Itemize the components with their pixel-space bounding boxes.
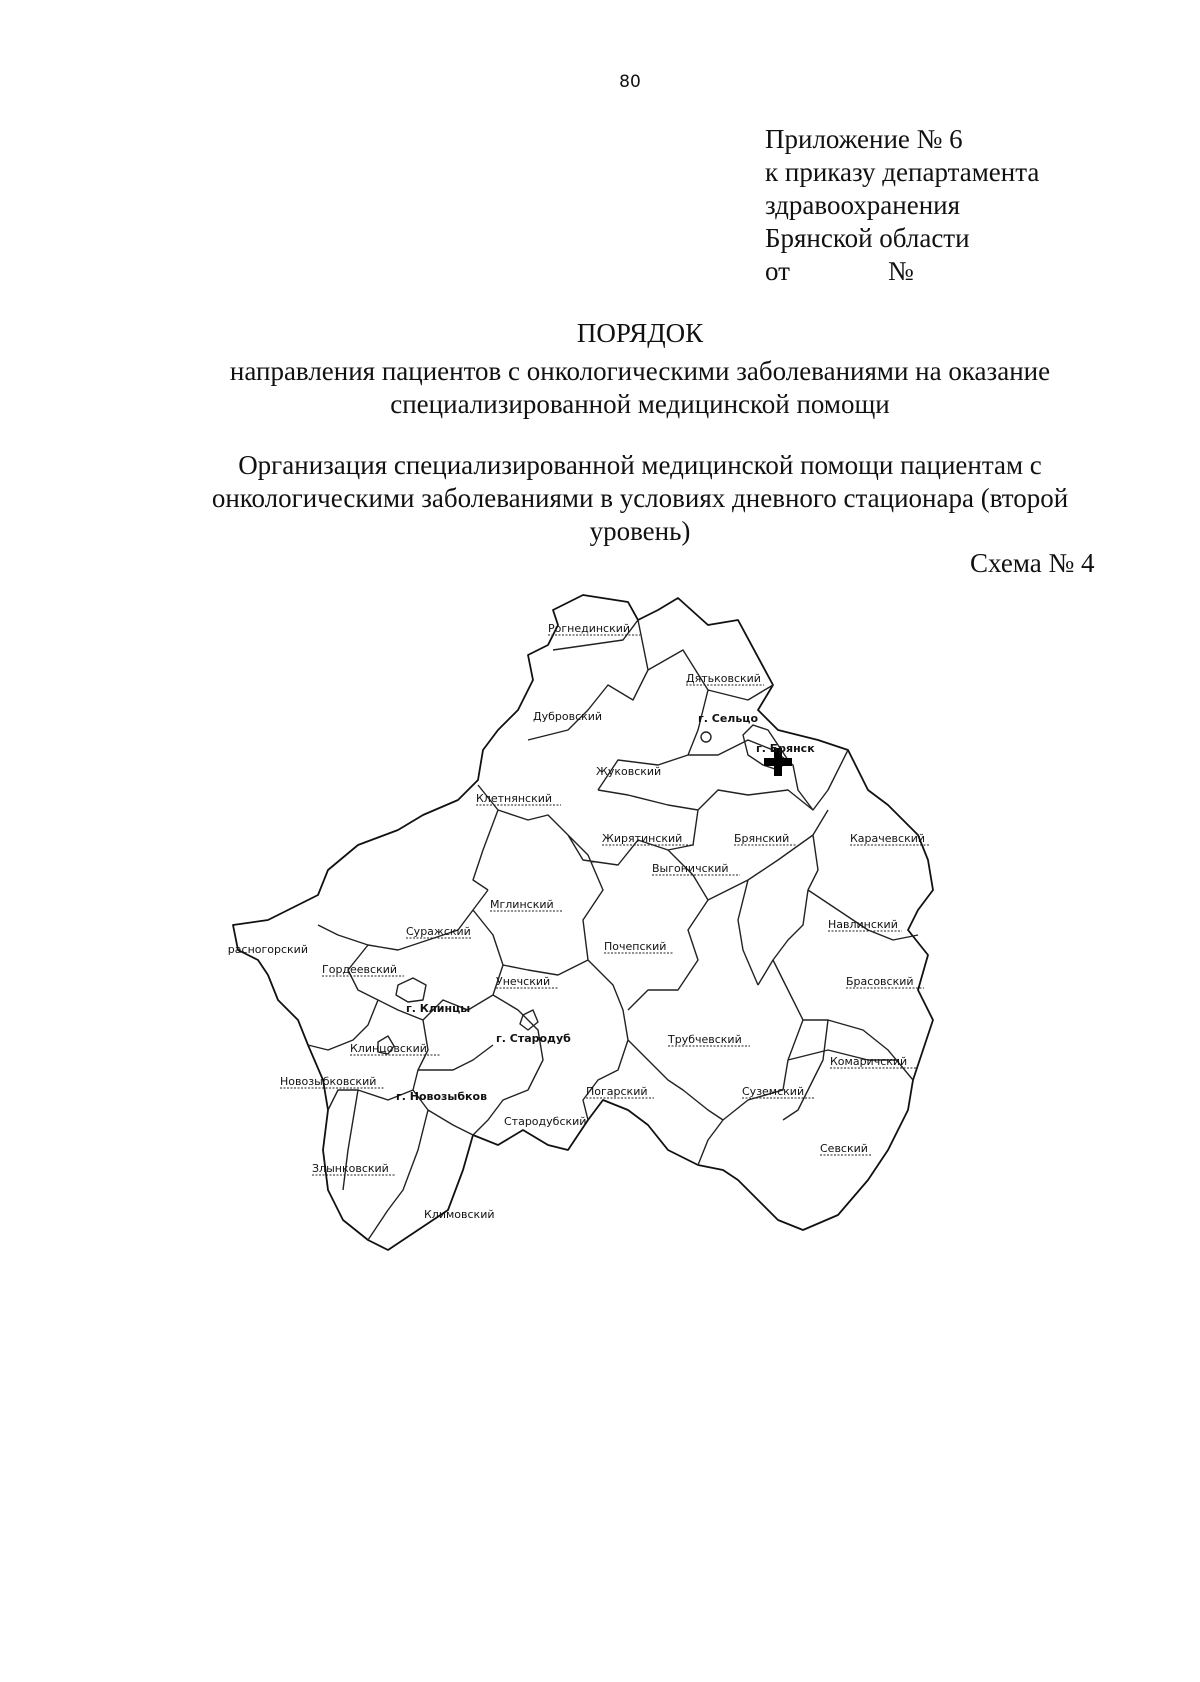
label-navlinsky: Навлинский [828, 918, 898, 931]
label-zlynkovsky: Злынковский [312, 1162, 389, 1175]
label-sevsky: Севский [820, 1142, 868, 1155]
organization-line-1: Организация специализированной медицинской помощи пациентам с [238, 450, 1042, 480]
document-title: ПОРЯДОК [576, 318, 704, 348]
label-bryansky: Брянский [734, 832, 790, 845]
label-karachevsky: Карачевский [850, 832, 926, 845]
label-surazhsky: Суражский [406, 925, 471, 938]
organization-line-3: уровень) [589, 516, 691, 546]
label-krasnogorsky: Красногорский [228, 943, 308, 956]
label-rognedinsky: Рогнединский [548, 622, 631, 635]
label-bryansk-city: г. Брянск [756, 742, 815, 755]
region-map [228, 590, 1028, 1320]
page-number: 80 [619, 72, 641, 92]
label-zhiryatinsky: Жирятинский [602, 832, 683, 845]
annex-line-1: Приложение № 6 [765, 124, 963, 154]
organization-line-2: онкологическими заболеваниями в условиях дневного стационара (второй [211, 483, 1069, 513]
label-zhukovsky: Жуковский [596, 765, 662, 778]
subtitle-line-2: специализированной медицинской помощи [390, 389, 890, 419]
label-dubrovsky: Дубровский [533, 710, 603, 723]
annex-header [765, 123, 1039, 288]
label-suzemsky: Суземский [742, 1085, 805, 1098]
label-pogarsky: Погарский [586, 1085, 648, 1098]
label-klintsovsky: Клинцовский [350, 1042, 427, 1055]
label-klimovsky: Климовский [424, 1208, 495, 1221]
label-pochepsky: Почепский [604, 940, 667, 953]
annex-line-3: здравоохранения [765, 190, 961, 220]
label-starodubsky: Стародубский [504, 1115, 587, 1128]
annex-line-4: Брянской области [765, 223, 970, 253]
label-novozybkovsky: Новозыбковский [280, 1075, 377, 1088]
label-vygonichsky: Выгоничский [652, 862, 729, 875]
label-unechsky: Унечский [496, 975, 551, 988]
label-kletnyansky: Клетнянский [476, 792, 553, 805]
annex-from-label: от [765, 256, 790, 286]
annex-line-2: к приказу департамента [765, 157, 1040, 187]
organization-heading [0, 449, 1200, 548]
label-komarichsky: Комаричский [830, 1055, 908, 1068]
label-gordeevsky: Гордеевский [322, 963, 398, 976]
label-selco: г. Сельцо [698, 712, 759, 725]
label-trubchevsky: Трубчевский [668, 1033, 742, 1046]
document-subtitle [0, 355, 1200, 421]
label-novozybkov-city: г. Новозыбков [396, 1090, 488, 1103]
annex-number-label: № [887, 256, 914, 286]
label-dyatkovsky: Дятьковский [686, 672, 761, 685]
label-starodub-city: г. Стародуб [496, 1032, 571, 1045]
label-mglinsky: Мглинский [490, 898, 554, 911]
subtitle-line-1: направления пациентов с онкологическими заболеваниями на оказание [229, 356, 1051, 386]
label-brasovsky: Брасовский [846, 975, 914, 988]
scheme-label: Схема № 4 [970, 548, 1095, 578]
region-map-svg [228, 590, 1028, 1320]
annex-date-number-line [765, 255, 1039, 288]
label-klintsy-city: г. Клинцы [406, 1002, 471, 1015]
